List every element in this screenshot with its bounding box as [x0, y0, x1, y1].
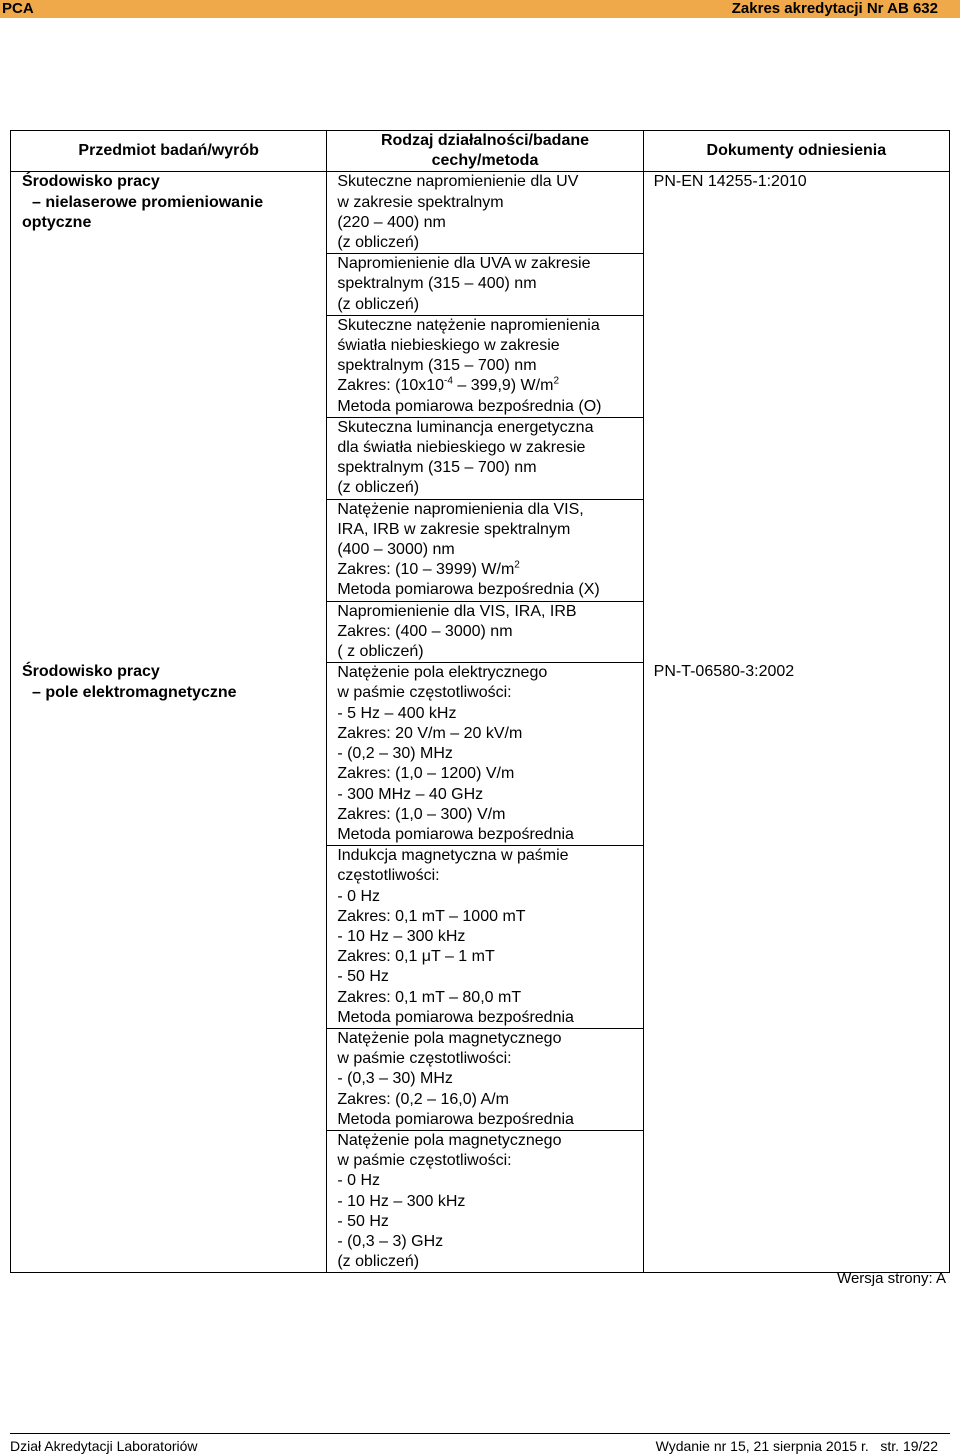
subject-cell — [11, 172, 327, 1273]
range-line: Zakres: $(10x10^{-4} - 399,9)$ $W/m^2$ — [337, 376, 559, 395]
document-electromagnetic: PN-T-06580-3:2002 — [653, 663, 795, 681]
col-header-activity — [327, 131, 643, 172]
activity-block: Natężenie pola magnetycznego w paśmie częstotliwości: - (0,3 – 30) MHz Zakres: (0,2 – 16,0) A/m Metoda pomiarowa bezpośrednia — [327, 1029, 642, 1131]
col-header-activity-line1: Rodzaj działalności/badane — [380, 132, 590, 149]
activity-cell — [327, 172, 643, 1273]
subject-optical: Środowisko pracy – nielaserowe promieniowanie optyczne — [22, 173, 264, 231]
range-line: Zakres: (10 – 3999) $W/m^2$ — [337, 559, 520, 579]
activity-block: Natężenie pola elektrycznego w paśmie częstotliwości: - 5 Hz – 400 kHz Zakres: 20 V/m – 20 kV/m - (0,2 – 30) MHz Zakres: (1,0 – 1200) V/m - 300 MHz – 40 GHz Zakres: (1,0 – 300) V/m Metoda pomiarowa bezpośrednia — [327, 663, 642, 846]
subject-electromagnetic: Środowisko pracy – pole elektromagnetyczne — [22, 663, 237, 701]
col-header-activity-line2: cechy/metoda — [431, 152, 539, 170]
table-row — [11, 172, 950, 1273]
activity-block: Skuteczne napromienienie dla UV w zakresie spektralnym (220 – 400) nm (z obliczeń) — [327, 172, 642, 254]
footer-issue: Wydanie nr 15, 21 sierpnia 2015 r. str. 19/22 — [655, 1438, 938, 1454]
header-title: Zakres akredytacji Nr AB 632 — [731, 0, 938, 17]
activity-block: Skuteczna luminancja energetyczna dla światła niebieskiego w zakresie spektralnym (315 – 700) nm (z obliczeń) — [327, 418, 642, 500]
activity-block: Skuteczne natężenie napromienienia światła niebieskiego w zakresie spektralnym (315 – 700) nm Zakres: $(10x10^{-4} - 399,9)$ $W/m^2$ Metoda pomiarowa bezpośrednia (O) — [327, 316, 642, 418]
documents-cell — [643, 172, 949, 1273]
document-optical: PN-EN 14255-1:2010 — [653, 173, 807, 191]
page-version: Wersja strony: A — [837, 1270, 946, 1287]
activity-block: Indukcja magnetyczna w paśmie częstotliwości: - 0 Hz Zakres: 0,1 mT – 1000 mT - 10 Hz – 300 kHz Zakres: 0,1 μT – 1 mT - 50 Hz Zakres: 0,1 mT – 80,0 mT Metoda pomiarowa bezpośrednia — [327, 846, 642, 1029]
page-footer — [10, 1433, 950, 1454]
activity-block: Natężenie pola magnetycznego w paśmie częstotliwości: - 0 Hz - 10 Hz – 300 kHz - 50 Hz - (0,3 – 3) GHz (z obliczeń) — [337, 1131, 562, 1271]
page-header — [0, 0, 960, 18]
activity-block: Natężenie napromienienia dla VIS, IRA, IRB w zakresie spektralnym (400 – 3000) nm Zakres: (10 – 3999) $W/m^2$ Metoda pomiarowa bezpośrednia (X) — [327, 500, 642, 602]
col-header-subject: Przedmiot badań/wyrób — [11, 131, 327, 172]
header-org: PCA — [2, 0, 34, 17]
accreditation-table — [10, 130, 950, 1273]
table-header-row — [11, 131, 950, 172]
activity-block: Napromienienie dla UVA w zakresie spektralnym (315 – 400) nm (z obliczeń) — [327, 254, 642, 316]
footer-department: Dział Akredytacji Laboratoriów — [10, 1438, 198, 1454]
activity-block: Napromienienie dla VIS, IRA, IRB Zakres: (400 – 3000) nm ( z obliczeń) — [327, 602, 642, 664]
col-header-documents: Dokumenty odniesienia — [643, 131, 949, 172]
